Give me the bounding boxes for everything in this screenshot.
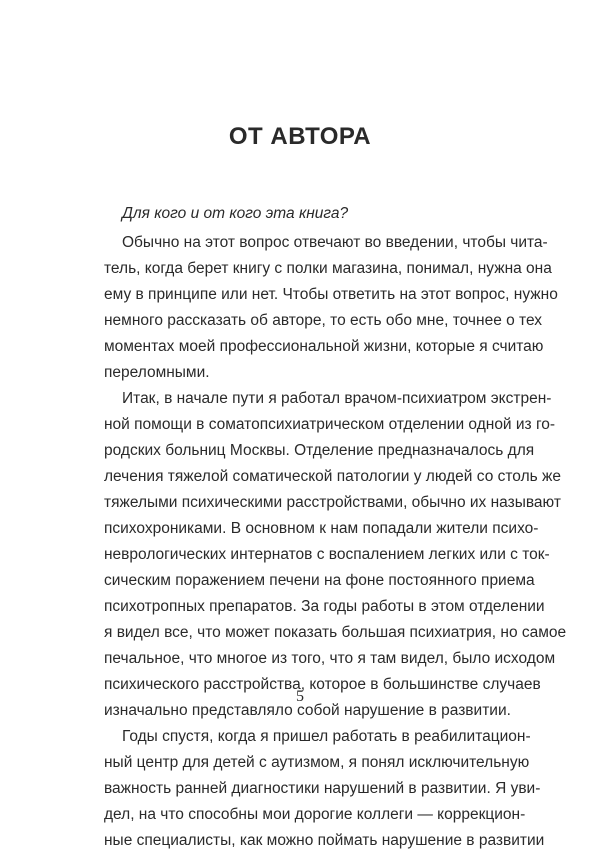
text-line: немного рассказать об авторе, то есть обо мне, точнее о тех [104,312,542,329]
text-line: лечения тяжелой соматической патологии у людей со столь же [104,468,561,485]
chapter-title: ОТ АВТОРА [228,123,372,150]
text-line: дел, на что способны мои дорогие коллеги — коррекцион- [104,806,526,823]
text-line: психотропных препаратов. За годы работы в этом отделении [104,598,545,615]
text-line: изначально представляло собой нарушение в развитии. [104,702,511,719]
text-line: ной помощи в соматопсихиатрическом отделении одной из го- [104,416,556,433]
epigraph: Для кого и от кого эта книга? [122,205,349,222]
text-line: психического расстройства, которое в большинстве случаев [104,676,541,693]
text-line: психохрониками. В основном к нам попадали жители психо- [104,520,539,537]
text-line: переломными. [104,364,210,381]
text-line: важность ранней диагностики нарушений в развитии. Я уви- [104,780,541,797]
text-line: ему в принципе или нет. Чтобы ответить на этот вопрос, нужно [104,286,558,303]
text-line: ный центр для детей с аутизмом, я понял исключительную [104,754,530,771]
text-line: сическим поражением печени на фоне постоянного приема [104,572,535,589]
body-text [104,230,567,854]
text-line: тяжелыми психическими расстройствами, обычно их называют [104,494,561,511]
text-line: ные специалисты, как можно поймать нарушение в развитии [104,832,545,849]
text-line: неврологических интернатов с воспалением легких или с ток- [104,546,550,563]
text-line: Итак, в начале пути я работал врачом-психиатром экстрен- [122,390,552,407]
text-line: моментах моей профессиональной жизни, которые я считаю [104,338,544,355]
text-line: я видел все, что может показать большая психиатрия, но самое [104,624,567,641]
text-line: Годы спустя, когда я пришел работать в реабилитацион- [122,728,531,745]
text-line: тель, когда берет книгу с полки магазина, понимал, нужна она [104,260,552,277]
page-number: 5 [296,688,304,705]
text-line: Обычно на этот вопрос отвечают во введении, чтобы чита- [122,234,548,251]
text-line: родских больниц Москвы. Отделение предназначалось для [104,442,535,459]
text-line: печальное, что многое из того, что я там видел, было исходом [104,650,556,667]
